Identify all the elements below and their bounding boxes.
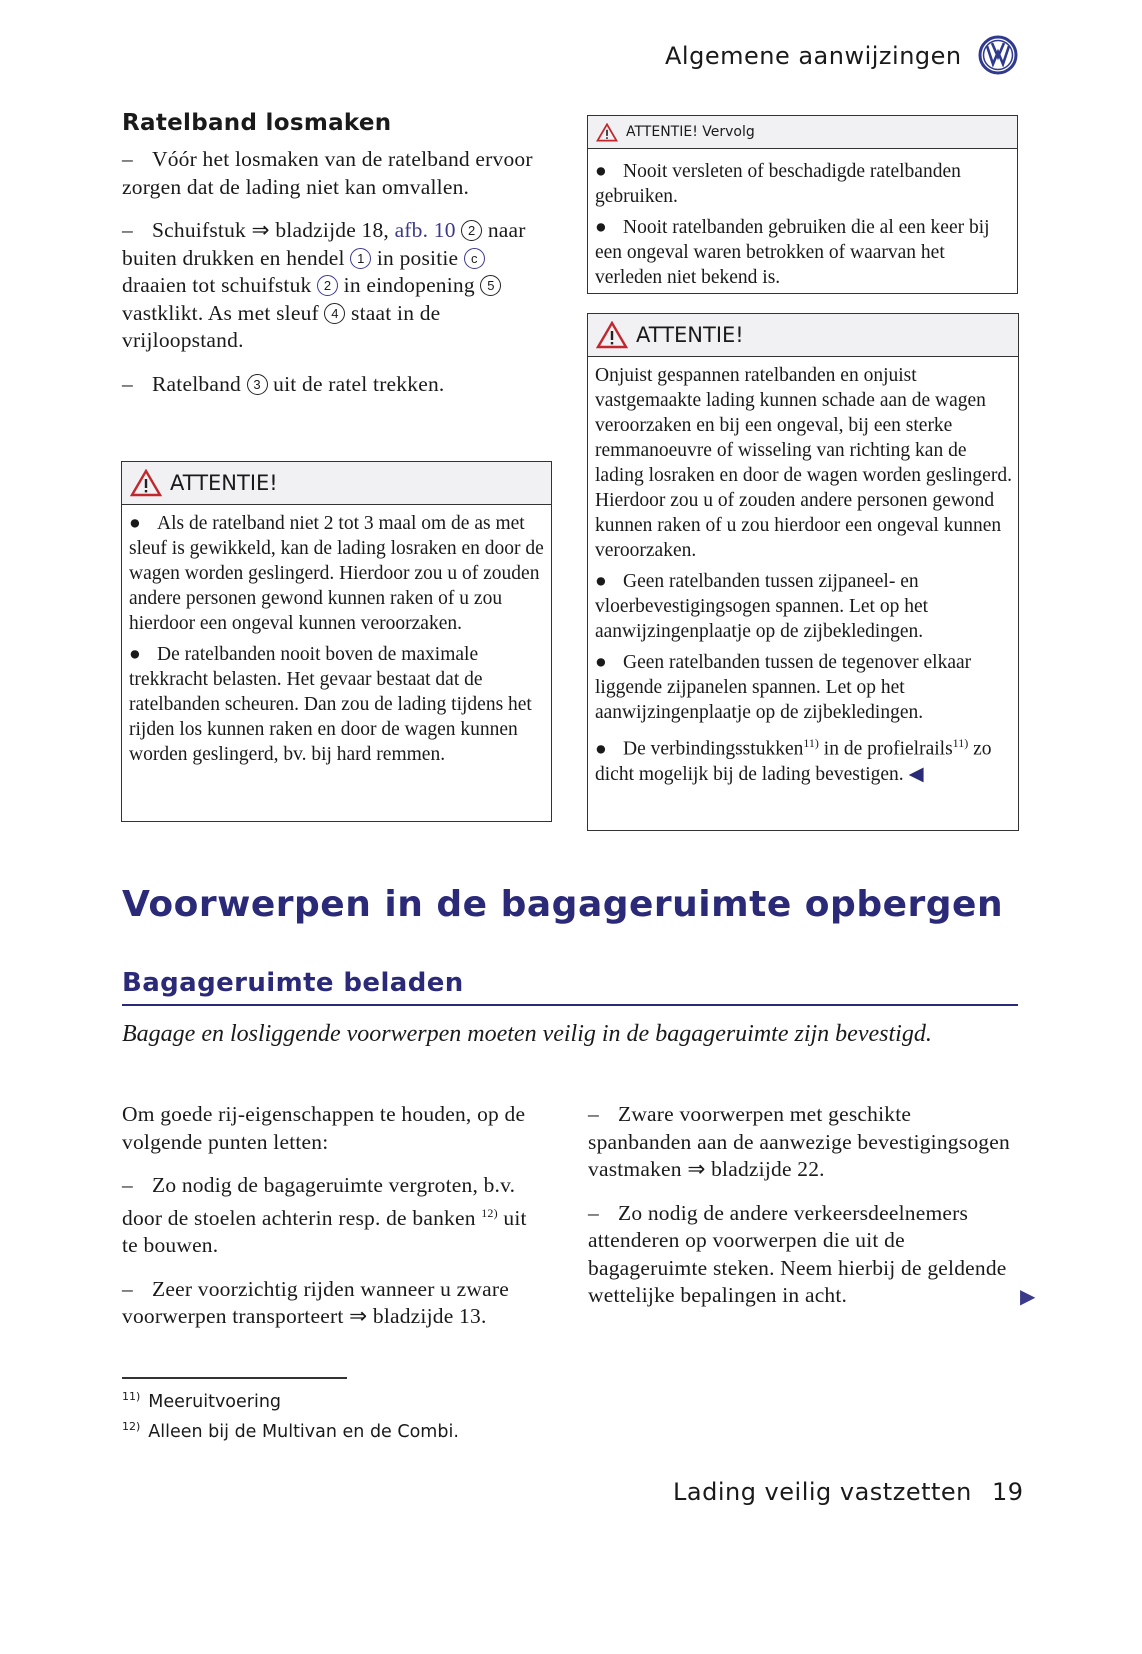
- warning-continued-box: [587, 115, 1018, 294]
- warning-item: ● De verbindingsstukken$^{11)}$ in de profielrails$^{11)}$ zo dicht mogelijk bij de lading bevestigen. ◀: [595, 736, 992, 785]
- warning-title: ATTENTIE!: [636, 323, 744, 347]
- warning-triangle-icon: [596, 123, 618, 142]
- callout-3: 3: [247, 374, 268, 395]
- callout-4: 4: [324, 303, 345, 324]
- step-3: – Ratelband 3 uit de ratel trekken.: [122, 371, 445, 396]
- footer-chapter: Lading veilig vastzetten: [673, 1478, 972, 1506]
- body-left: Om goede rij-eigenschappen te houden, op de volgende punten letten: – Zo nodig de bagageruimte vergroten, b.v. door de stoelen achterin resp. de banken $^{12)}$ uit te bouwen. – Zeer voorzichtig rijden wanneer u zware voorwerpen transporteert ⇒ bladzijde 13.: [122, 1102, 527, 1329]
- left-column: [122, 110, 552, 414]
- body-right: – Zware voorwerpen met geschikte spanbanden aan de aanwezige bevestigingsogen vastmaken ⇒ bladzijde 22. – Zo nodig de andere verkeersdeelnemers attenderen op voorwerpen die uit de bagageruimte steken. Neem hierbij de geldende wettelijke bepalingen in acht.: [588, 1102, 1010, 1307]
- section-title: Voorwerpen in de bagageruimte opbergen: [122, 884, 1004, 925]
- warning-item: ● Nooit versleten of beschadigde ratelbanden gebruiken.: [595, 161, 961, 207]
- warning-item: ● Geen ratelbanden tussen de tegenover elkaar liggende zijpanelen spannen. Let op het aanwijzingenplaatje op de zijbekledingen.: [595, 652, 972, 723]
- warning-item: ● Nooit ratelbanden gebruiken die al een keer bij een ongeval waren betrokken of waarvan het verleden niet bekend is.: [595, 217, 990, 288]
- warning-box: [121, 461, 552, 822]
- subsection-heading: Ratelband losmaken: [122, 110, 392, 136]
- warning-title: ATTENTIE!: [170, 471, 278, 495]
- figure-link[interactable]: afb. 10: [394, 218, 456, 242]
- warning-title: ATTENTIE! Vervolg: [626, 124, 755, 140]
- vw-logo-icon: [978, 35, 1018, 75]
- warning-triangle-icon: [130, 469, 162, 497]
- divider: [122, 1004, 1018, 1006]
- callout-c: c: [464, 248, 485, 269]
- warning-item: ● Als de ratelband niet 2 tot 3 maal om de as met sleuf is gewikkeld, kan de lading losraken en door de wagen worden geslingerd. Hierdoor zou u of zouden andere personen gewond kunnen raken of u zou hierdoor een ongeval kunnen veroorzaken.: [129, 513, 544, 634]
- footnote-divider: [122, 1377, 347, 1379]
- warning-item: ● Geen ratelbanden tussen zijpaneel- en vloerbevestigingsogen spannen. Let op het aanwijzingenplaatje op de zijbekledingen.: [595, 571, 929, 642]
- step-1: – Vóór het losmaken van de ratelband ervoor zorgen dat de lading niet kan omvallen.: [122, 147, 533, 199]
- callout-2: 2: [317, 275, 338, 296]
- warning-box-2: [587, 313, 1019, 831]
- warning-triangle-icon: [596, 321, 628, 349]
- warning-item: ● De ratelbanden nooit boven de maximale trekkracht belasten. Het gevaar bestaat dat de ratelbanden scheuren. Dan zou de lading tijdens het rijden los kunnen raken en door de wagen kunnen worden geslingerd, bv. bij hard remmen.: [129, 644, 532, 765]
- running-header: Algemene aanwijzingen: [665, 42, 962, 70]
- callout-5: 5: [480, 275, 501, 296]
- page-number: 19: [992, 1478, 1024, 1506]
- section-subtitle: Bagageruimte beladen: [122, 968, 464, 998]
- step-2: – Schuifstuk ⇒ bladzijde 18, afb. 10 2 naar buiten drukken en hendel 1 in positie c draaien tot schuifstuk 2 in eindopening 5 vastklikt. As met sleuf 4 staat in de vrijloopstand.: [122, 218, 526, 352]
- continue-arrow-icon: ▶: [1020, 1286, 1036, 1308]
- intro-text: Bagage en losliggende voorwerpen moeten veilig in de bagageruimte zijn bevestigd.: [122, 1021, 932, 1047]
- end-marker-icon: ◀: [908, 763, 924, 785]
- warning-paragraph: Onjuist gespannen ratelbanden en onjuist vastgemaakte lading kunnen schade aan de wagen veroorzaken en bij een ongeval, bij een sterke remmanoeuvre of wisseling van richting kan de lading losraken en door de wagen worden geslingerd. Hierdoor zou u of zouden andere personen gewond kunnen raken of u zou hierdoor een ongeval kunnen veroorzaken.: [595, 365, 1012, 561]
- callout-2: 2: [461, 220, 482, 241]
- footnote: $^{12)}$ Alleen bij de Multivan en de Combi.: [122, 1420, 459, 1442]
- footnote: $^{11)}$ Meeruitvoering: [122, 1390, 282, 1412]
- callout-1: 1: [350, 248, 371, 269]
